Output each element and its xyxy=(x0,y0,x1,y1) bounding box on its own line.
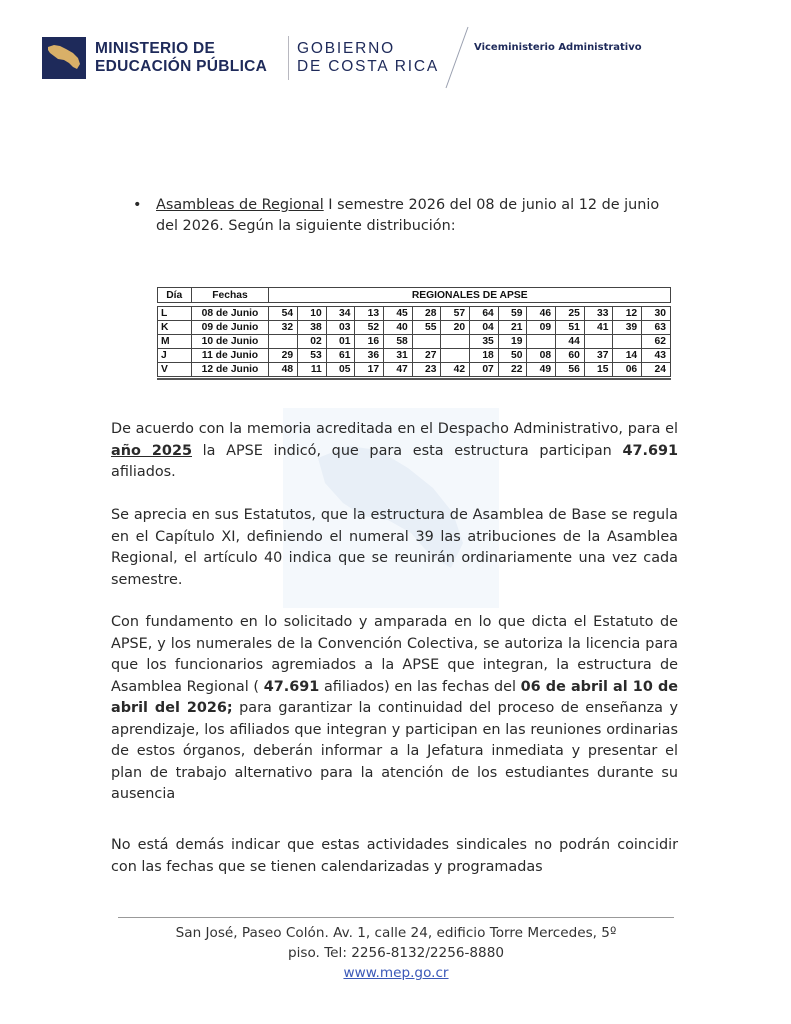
p3-text-b: afiliados) en las fechas del xyxy=(319,678,521,695)
cell-regional: 18 xyxy=(470,349,499,363)
cell-regional: 25 xyxy=(556,307,585,321)
cell-regional: 19 xyxy=(498,335,527,349)
cell-regional: 06 xyxy=(613,363,642,377)
cell-regional: 62 xyxy=(642,335,671,349)
cell-regional: 50 xyxy=(498,349,527,363)
footer-address-1: San José, Paseo Colón. Av. 1, calle 24, edificio Torre Mercedes, 5º xyxy=(175,925,617,941)
cell-regional: 46 xyxy=(527,307,556,321)
p1-text-c: afiliados. xyxy=(111,464,176,480)
cell-regional: 02 xyxy=(298,335,327,349)
cell-regional: 45 xyxy=(384,307,413,321)
bullet-body: I semestre 2026 del 08 de junio al 12 de junio del 2026. Según la siguiente distribución: xyxy=(156,197,660,234)
p3-text-a: Con fundamento en lo solicitado y amparada en lo que dicta el Estatuto de APSE, y los numerales de la Convención Colectiva, se autoriza la licencia para que los funcionarios agremiados a la APSE que integran, la estructura de Asamblea Regional ( xyxy=(111,614,678,695)
cell-regional: 48 xyxy=(269,363,298,377)
p3-text-c: para garantizar la continuidad del proceso de enseñanza y aprendizaje, los afiliados que integran y participan en las reuniones ordinarias de estos órganos, deberán informar a la Jefatura inmediata y presentar el plan de trabajo alternativo para la atención de los estudiantes durante su ausencia xyxy=(111,700,678,802)
cell-regional: 52 xyxy=(355,321,384,335)
cell-regional: 34 xyxy=(326,307,355,321)
cell-fecha: 08 de Junio xyxy=(191,307,269,321)
p1-affiliates-count: 47.691 xyxy=(622,442,678,459)
letterhead xyxy=(0,0,791,100)
costa-rica-map-icon xyxy=(46,43,82,73)
table-row xyxy=(158,321,671,335)
cell-regional: 32 xyxy=(269,321,298,335)
cell-regional: 12 xyxy=(613,307,642,321)
viceministry-label: Viceministerio Administrativo xyxy=(474,42,642,53)
cell-regional: 40 xyxy=(384,321,413,335)
footer-address-2: piso. Tel: 2256-8132/2256-8880 xyxy=(287,945,504,961)
paragraph-memoria xyxy=(111,419,678,484)
table-bottom-rule xyxy=(157,378,671,380)
header-regionales: REGIONALES DE APSE xyxy=(269,288,671,303)
cell-regional: 22 xyxy=(498,363,527,377)
cell-regional: 30 xyxy=(642,307,671,321)
cell-regional: 17 xyxy=(355,363,384,377)
cell-regional: 54 xyxy=(269,307,298,321)
ministry-line-2: EDUCACIÓN PÚBLICA xyxy=(95,58,268,75)
cell-regional: 16 xyxy=(355,335,384,349)
cell-regional xyxy=(613,335,642,349)
cell-fecha: 09 de Junio xyxy=(191,321,269,335)
cell-regional: 23 xyxy=(412,363,441,377)
cell-regional: 47 xyxy=(384,363,413,377)
cell-regional: 41 xyxy=(584,321,613,335)
cell-regional: 09 xyxy=(527,321,556,335)
cell-regional: 14 xyxy=(613,349,642,363)
cell-fecha: 12 de Junio xyxy=(191,363,269,377)
cell-fecha: 10 de Junio xyxy=(191,335,269,349)
table-row xyxy=(158,307,671,321)
government-line-1: GOBIERNO xyxy=(297,40,395,57)
cell-regional: 38 xyxy=(298,321,327,335)
bullet-icon: • xyxy=(133,197,142,213)
cell-regional: 43 xyxy=(642,349,671,363)
cell-regional: 53 xyxy=(298,349,327,363)
cell-regional: 39 xyxy=(613,321,642,335)
cell-regional xyxy=(441,335,470,349)
p1-text-a: De acuerdo con la memoria acreditada en el Despacho Administrativo, para el xyxy=(111,421,678,437)
cell-regional: 61 xyxy=(326,349,355,363)
cell-dia: L xyxy=(158,307,192,321)
cell-regional: 03 xyxy=(326,321,355,335)
table-row xyxy=(158,349,671,363)
cell-regional: 08 xyxy=(527,349,556,363)
slash-divider-icon xyxy=(440,26,470,90)
cell-regional: 42 xyxy=(441,363,470,377)
cell-regional: 60 xyxy=(556,349,585,363)
cell-regional: 35 xyxy=(470,335,499,349)
cell-regional xyxy=(584,335,613,349)
cell-regional: 27 xyxy=(412,349,441,363)
cell-regional: 37 xyxy=(584,349,613,363)
paragraph-fundamento xyxy=(111,612,678,806)
cell-regional: 04 xyxy=(470,321,499,335)
website-link[interactable]: www.mep.go.cr xyxy=(343,965,449,981)
paragraph-no-coincidir: No está demás indicar que estas actividades sindicales no podrán coincidir con las fechas que se tienen calendarizadas y programadas xyxy=(111,837,678,875)
p1-year: año 2025 xyxy=(111,442,192,459)
cell-regional: 13 xyxy=(355,307,384,321)
regional-distribution-table xyxy=(157,287,671,380)
p3-affiliates-count: 47.691 xyxy=(263,678,320,695)
cell-regional: 29 xyxy=(269,349,298,363)
cell-dia: V xyxy=(158,363,192,377)
cell-regional: 55 xyxy=(412,321,441,335)
cell-dia: J xyxy=(158,349,192,363)
p1-text-b: la APSE indicó, que para esta estructura participan xyxy=(191,442,623,459)
mep-logo xyxy=(42,37,86,79)
cell-regional: 56 xyxy=(556,363,585,377)
cell-regional: 51 xyxy=(556,321,585,335)
cell-regional xyxy=(412,335,441,349)
cell-regional: 28 xyxy=(412,307,441,321)
cell-regional: 24 xyxy=(642,363,671,377)
bullet-item xyxy=(133,195,681,237)
table-row xyxy=(158,335,671,349)
cell-regional: 21 xyxy=(498,321,527,335)
ministry-name xyxy=(95,40,267,76)
table-header-row xyxy=(158,288,671,303)
cell-regional: 58 xyxy=(384,335,413,349)
p3-dates: 06 de abril al 10 de abril del 2026; xyxy=(111,678,679,716)
table-row xyxy=(158,363,671,377)
cell-regional: 33 xyxy=(584,307,613,321)
cell-regional: 44 xyxy=(556,335,585,349)
cell-regional: 57 xyxy=(441,307,470,321)
footer xyxy=(110,923,682,983)
header-divider xyxy=(288,36,289,80)
cell-regional: 05 xyxy=(326,363,355,377)
government-line-2: DE COSTA RICA xyxy=(297,58,439,75)
header-dia: Día xyxy=(158,288,192,303)
assemblies-link: Asambleas de Regional xyxy=(156,197,324,213)
cell-regional: 63 xyxy=(642,321,671,335)
cell-regional: 49 xyxy=(527,363,556,377)
cell-regional: 36 xyxy=(355,349,384,363)
cell-dia: K xyxy=(158,321,192,335)
cell-regional: 20 xyxy=(441,321,470,335)
cell-regional: 59 xyxy=(498,307,527,321)
cell-regional xyxy=(527,335,556,349)
header-fechas: Fechas xyxy=(191,288,269,303)
bullet-text xyxy=(156,195,681,237)
government-name xyxy=(297,40,439,76)
cell-regional: 15 xyxy=(584,363,613,377)
cell-regional: 01 xyxy=(326,335,355,349)
cell-regional xyxy=(269,335,298,349)
cell-dia: M xyxy=(158,335,192,349)
cell-fecha: 11 de Junio xyxy=(191,349,269,363)
cell-regional: 31 xyxy=(384,349,413,363)
cell-regional xyxy=(441,349,470,363)
footer-divider xyxy=(118,917,674,918)
ministry-line-1: MINISTERIO DE xyxy=(95,40,216,57)
cell-regional: 11 xyxy=(298,363,327,377)
cell-regional: 10 xyxy=(298,307,327,321)
cell-regional: 64 xyxy=(470,307,499,321)
cell-regional: 07 xyxy=(470,363,499,377)
paragraph-estatutos: Se aprecia en sus Estatutos, que la estructura de Asamblea de Base se regula en el Capítulo XI, definiendo el numeral 39 las atribuciones de la Asamblea Regional, el artículo 40 indica que se reunirán ordinariamente una vez cada semestre. xyxy=(111,507,678,588)
